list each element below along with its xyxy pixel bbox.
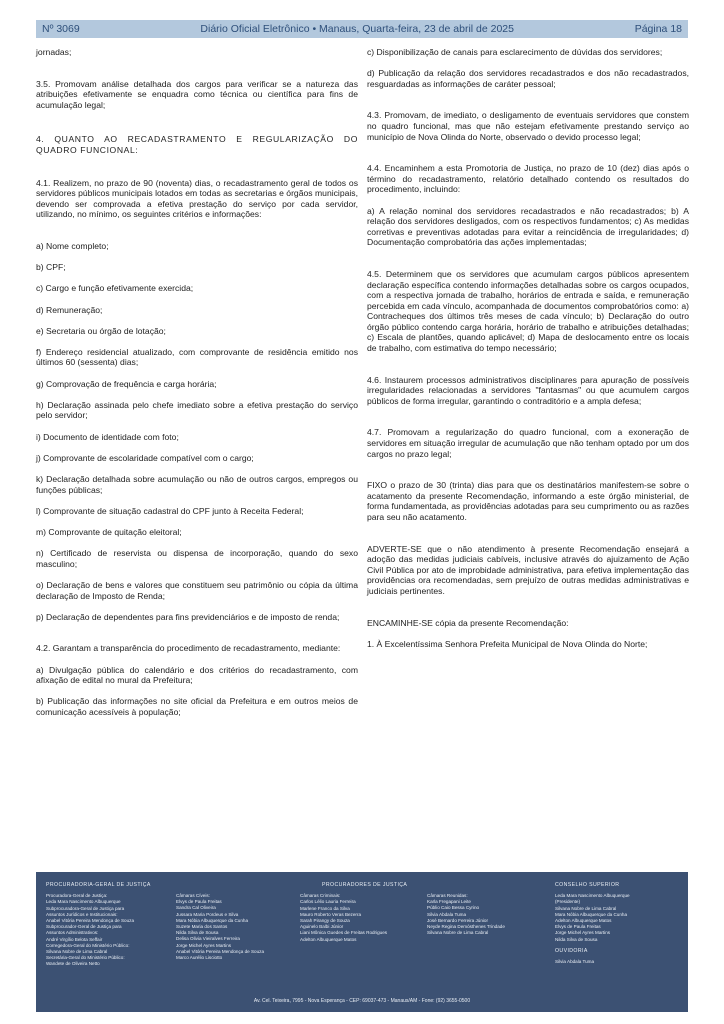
footer-line: Mara Nóbia Albuquerque da Cunha bbox=[176, 917, 249, 923]
footer-line: Adelton Albuquerque Matos bbox=[300, 936, 357, 942]
list-item: p) Declaração de dependentes para fins previdenciários e de imposto de renda; bbox=[36, 611, 340, 622]
paragraph: 4.3. Promovam, de imediato, o desligamento de eventuais servidores que constem no quadro funcional, mas que não estejam efetivamente prestando serviço ao município de Nova Olinda do Norte, observado o devido processo legal; bbox=[367, 110, 689, 142]
paragraph: ENCAMINHE-SE cópia da presente Recomendação: bbox=[367, 617, 569, 628]
footer-line: Silvana Nobre de Lima Cabral bbox=[555, 905, 617, 911]
list-item: k) Declaração detalhada sobre acumulação ou não de outros cargos, empregos ou funções públicas; bbox=[36, 474, 358, 495]
footer-list bbox=[427, 893, 505, 936]
footer-line: Adelton Albuquerque Matos bbox=[555, 918, 612, 924]
paragraph: 4.6. Instaurem processos administrativos disciplinares para apuração de possíveis irregularidades relacionadas a servidores "fantasmas" ou que acumulem cargos públicos de forma irregular, garantindo o contraditório e a ampla defesa; bbox=[367, 374, 689, 406]
footer-list bbox=[176, 893, 264, 961]
footer-line: Marco Aurélio Lisciotto bbox=[176, 955, 223, 961]
footer-reunidas-column bbox=[427, 893, 505, 936]
list-item: f) Endereço residencial atualizado, com comprovante de residência emitido nos últimos 60 (sessenta) dias; bbox=[36, 346, 358, 368]
footer-line: Wandete de Oliveira Netto bbox=[46, 961, 100, 967]
page-number: Página 18 bbox=[634, 23, 682, 35]
page-footer bbox=[36, 872, 688, 1012]
list-item: l) Comprovante de situação cadastral do CPF junto à Receita Federal; bbox=[36, 505, 304, 516]
footer-heading: PROCURADORES DE JUSTIÇA bbox=[322, 882, 408, 888]
footer-line: Elvys de Paula Freitas bbox=[555, 924, 601, 930]
list-item: d) Publicação da relação dos servidores recadastrados e dos não recadastrados, resguardadas as informações de caráter pessoal; bbox=[367, 68, 689, 89]
footer-line: Silvana Nobre de Lima Cabral bbox=[427, 930, 489, 936]
footer-heading: OUVIDORIA bbox=[555, 947, 588, 954]
footer-line: Leda Mara Nascimento Albuquerque bbox=[555, 893, 630, 899]
footer-line: Marlene Franco da Silva bbox=[300, 905, 350, 911]
paragraph: 4.4. Encaminhem a esta Promotoria de Justiça, no prazo de 10 (dez) dias após o término do recadastramento, relatório detalhado contendo os resultados do procedimento, incluindo: bbox=[367, 163, 689, 195]
footer-line: Neyde Regina Demósthenes Trindade bbox=[427, 924, 505, 930]
footer-line: André Virgílio Belota Seffair bbox=[46, 936, 103, 942]
footer-line: Câmaras Cíveis: bbox=[176, 893, 210, 898]
footer-line: Secretária-Geral do Ministério Público: bbox=[46, 955, 125, 961]
footer-line: Assuntos Administrativos: bbox=[46, 930, 99, 936]
footer-line: Câmaras Criminais: bbox=[300, 893, 341, 899]
footer-line: Silvia Abdala Tuma bbox=[427, 911, 467, 917]
footer-line: Assuntos Jurídicos e Institucionais: bbox=[46, 911, 118, 917]
footer-civeis-column bbox=[176, 893, 264, 961]
footer-line: Subprocurador-Geral de Justiça para bbox=[46, 924, 122, 930]
right-column bbox=[367, 47, 689, 660]
paragraph: 1. À Excelentíssima Senhora Prefeita Municipal de Nova Olinda do Norte; bbox=[367, 638, 648, 649]
list-item: a) Nome completo; bbox=[36, 240, 109, 251]
publication-title: Diário Oficial Eletrônico • Manaus, Quarta-feira, 23 de abril de 2025 bbox=[200, 23, 514, 35]
footer-line: Karla Fregapani Leite bbox=[427, 899, 471, 905]
footer-address: Av. Cel. Teixeira, 7995 - Nova Esperança - CEP: 69037-473 - Manaus/AM - Fone: (92) 3655-0500 bbox=[253, 997, 471, 1004]
list-item: h) Declaração assinada pelo chefe imediato sobre a efetiva prestação do serviço pelo servidor; bbox=[36, 399, 358, 421]
paragraph: 4.5. Determinem que os servidores que acumulam cargos públicos apresentem declaração específica contendo informações detalhadas sobre os cargos ocupados, com a respectiva jornada de trabalho, horários de entrada e saída, e remuneração percebida em cada vínculo, acompanhada de documentos comprobatórios como: a) Contracheques dos últimos três meses de cada vínculo; b) Declaração do outro órgão público contendo carga horária, horário de trabalho e atribuições detalhadas; c) Escala de plantões, quando aplicável; d) Mapa de deslocamento entre os locais de trabalho, com estimativa do tempo necessário; bbox=[367, 268, 689, 354]
footer-line: Liani Mônica Guedes de Freitas Rodrigues bbox=[300, 930, 388, 936]
footer-line: Públio Caio Bessa Cyrino bbox=[427, 905, 480, 911]
footer-conselho-column bbox=[555, 882, 630, 965]
footer-line: Aguinelo Balbi Júnior bbox=[300, 924, 344, 930]
footer-line: Câmaras Reunidas: bbox=[427, 893, 468, 898]
list-item: n) Certificado de reservista ou dispensa de incorporação, quando do sexo masculino; bbox=[36, 548, 358, 569]
footer-line: Nilda Silva de Sousa bbox=[176, 930, 219, 936]
list-item: b) Publicação das informações no site oficial da Prefeitura e em outros meios de comunicação acessíveis à população; bbox=[36, 696, 358, 717]
paragraph: 4.1. Realizem, no prazo de 90 (noventa) dias, o recadastramento geral de todos os servidores públicos municipais lotados em todas as secretarias e órgãos municipais, devendo ser comprovada a efetiva prestação do serviço por cada servidor, utilizando, no mínimo, os seguintes critérios e informações: bbox=[36, 177, 358, 220]
footer-line: Elvys de Paula Freitas bbox=[176, 899, 222, 905]
footer-line: Sandra Cal Oliveira bbox=[176, 905, 216, 911]
paragraph: 3.5. Promovam análise detalhada dos cargos para verificar se a natureza das atribuições efetivamente se enquadra como técnica ou científica para fins de acumulação legal; bbox=[36, 78, 358, 110]
footer-line: Suzete Maria dos Santos bbox=[176, 924, 228, 930]
footer-list bbox=[46, 893, 151, 967]
list-item: o) Declaração de bens e valores que constituem seu patrimônio ou cópia da última declaração de Imposto de Renda; bbox=[36, 579, 358, 601]
paragraph: FIXO o prazo de 30 (trinta) dias para que os destinatários manifestem-se sobre o acatamento da presente Recomendação, informando a este órgão ministerial, de forma fundamentada, as providências adotadas para seu cumprimento ou as razões para seu não acatamento. bbox=[367, 480, 689, 522]
footer-line: Silvia Abdala Tuma bbox=[555, 959, 595, 965]
footer-line: Corregedora-Geral do Ministério Público: bbox=[46, 942, 130, 948]
list-item: c) Disponibilização de canais para esclarecimento de dúvidas dos servidores; bbox=[367, 47, 663, 57]
list-item: c) Cargo e função efetivamente exercida; bbox=[36, 283, 194, 294]
footer-line: Mauro Roberto Veras Bezerra bbox=[300, 911, 362, 917]
footer-list bbox=[300, 893, 407, 943]
list-item: e) Secretaria ou órgão de lotação; bbox=[36, 325, 166, 336]
edition-number: Nº 3069 bbox=[42, 23, 80, 35]
paragraph: jornadas; bbox=[36, 47, 72, 57]
footer-line: Anabel Vitória Pereira Mendonça de Souza bbox=[176, 948, 265, 954]
footer-line: Jorge Michel Ayres Martins bbox=[176, 942, 232, 948]
list-item: b) CPF; bbox=[36, 262, 66, 273]
section-heading: 4. QUANTO AO RECADASTRAMENTO E REGULARIZAÇÃO DO QUADRO FUNCIONAL: bbox=[36, 134, 358, 155]
footer-line: Silvana Nobre de Lima Cabral bbox=[46, 949, 108, 955]
footer-line: Leda Mara Nascimento Albuquerque bbox=[46, 899, 121, 905]
footer-line: José Bernardo Ferreira Júnior bbox=[427, 917, 489, 923]
footer-pgj-column bbox=[46, 882, 151, 968]
list-item: i) Documento de identidade com foto; bbox=[36, 431, 179, 442]
footer-heading: CONSELHO SUPERIOR bbox=[555, 882, 620, 888]
list-item: d) Remuneração; bbox=[36, 304, 103, 315]
footer-line: Anabel Vitória Pereira Mendonça de Souza bbox=[46, 918, 135, 924]
paragraph: ADVERTE-SE que o não atendimento à presente Recomendação ensejará a adoção das medidas judiciais cabíveis, inclusive através do ajuizamento de Ação Civil Pública por ato de improbidade administrativa, para efetiva implementação das providências ora recomendadas, sem prejuízo de outras medidas administrativas e judiciais pertinentes. bbox=[367, 543, 689, 596]
footer-line: Mara Nóbia Albuquerque da Cunha bbox=[555, 911, 628, 917]
footer-line: Jussara Maria Pordeus e Silva bbox=[176, 911, 239, 917]
paragraph: 4.7. Promovam a regularização do quadro funcional, com a exoneração de servidores em situação irregular de acumulação que não tenham optado por um dos cargos no prazo legal; bbox=[367, 427, 689, 459]
paragraph: 4.2. Garantam a transparência do procedimento de recadastramento, mediante: bbox=[36, 643, 341, 654]
footer-line: Procuradora-Geral de Justiça: bbox=[46, 893, 108, 899]
list-item: g) Comprovação de frequência e carga horária; bbox=[36, 378, 217, 389]
footer-line: Nilda Silva de Sousa bbox=[555, 936, 598, 942]
footer-list bbox=[555, 959, 630, 965]
page-header bbox=[36, 20, 688, 38]
list-item: j) Comprovante de escolaridade compatível com o cargo; bbox=[36, 452, 254, 463]
footer-line: Delisa Olivia Vieiralves Ferreira bbox=[176, 936, 240, 942]
footer-heading: PROCURADORIA-GERAL DE JUSTIÇA bbox=[46, 882, 151, 888]
footer-procuradores-column bbox=[300, 882, 407, 943]
footer-line: Subprocuradora-Geral de Justiça para bbox=[46, 905, 125, 911]
footer-list bbox=[555, 893, 630, 943]
footer-line: Sarah Pirangy de Souza bbox=[300, 918, 350, 924]
left-column bbox=[36, 47, 358, 728]
list-item: m) Comprovante de quitação eleitoral; bbox=[36, 526, 182, 537]
footer-line: Jorge Michel Ayres Martins bbox=[555, 930, 611, 936]
footer-line: Carlos Lélio Lauria Ferreira bbox=[300, 899, 356, 905]
paragraph: a) A relação nominal dos servidores recadastrados e não recadastrados; b) A relação dos servidores desligados, com os respectivos fundamentos; c) As medidas corretivas e preventivas adotadas para evitar a reincidência de irregularidades; d) Documentação comprobatória das ações implementadas; bbox=[367, 205, 689, 248]
footer-line: (Presidente) bbox=[555, 899, 581, 905]
list-item: a) Divulgação pública do calendário e dos critérios do recadastramento, com afixação de edital no mural da Prefeitura; bbox=[36, 664, 358, 686]
